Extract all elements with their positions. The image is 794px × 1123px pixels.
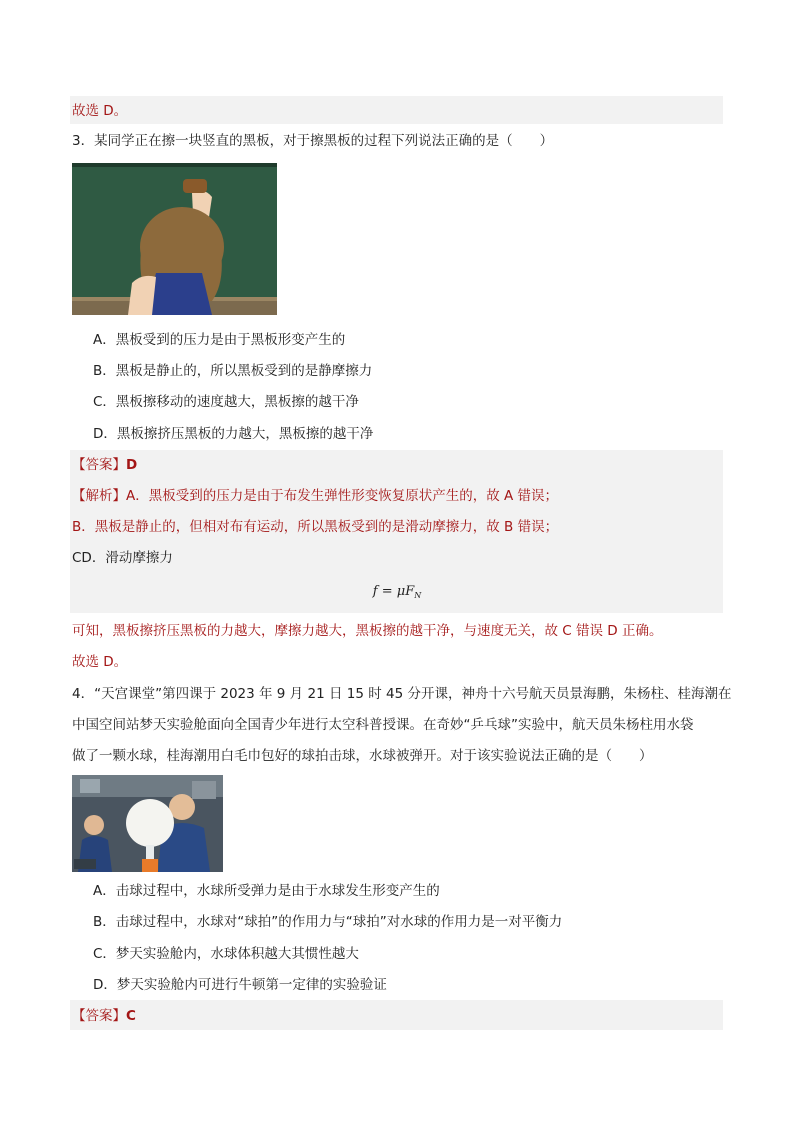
answer-value: D (126, 457, 138, 473)
q2-conclusion: 故选 D。 (72, 103, 128, 119)
q3-option-a: A．黑板受到的压力是由于黑板形变产生的 (93, 332, 346, 348)
analysis-a-text: A．黑板受到的压力是由于布发生弹性形变恢复原状产生的，故 A 错误； (126, 488, 559, 504)
q4-option-b: B．击球过程中，水球对“球拍”的作用力与“球拍”对水球的作用力是一对平衡力 (93, 914, 563, 930)
formula-sub: N (414, 591, 422, 600)
q4-option-a: A．击球过程中，水球所受弹力是由于水球发生形变产生的 (93, 883, 440, 899)
q4-stem-line-3: 做了一颗水球，桂海潮用白毛巾包好的球拍击球，水球被弹开。对于该实验说法正确的是（ ） (72, 748, 653, 764)
q3-answer (72, 455, 137, 475)
answer-block-q4 (70, 1000, 723, 1030)
formula-f: F (405, 584, 415, 599)
formula-lhs: f (372, 584, 378, 599)
q3-analysis-cd: CD．滑动摩擦力 (72, 550, 173, 566)
space-station-photo (72, 775, 223, 872)
q4-answer (72, 1006, 136, 1026)
q4-option-d: D．梦天实验舱内可进行牛顿第一定律的实验验证 (93, 977, 387, 993)
q3-analysis-end: 可知，黑板擦挤压黑板的力越大，摩擦力越大，黑板擦的越干净，与速度无关，故 C 错误 D 正确。 (72, 623, 663, 639)
friction-formula (0, 582, 794, 606)
formula-mu: μ (396, 584, 406, 599)
q3-analysis-b: B．黑板是静止的，但相对布有运动，所以黑板受到的是滑动摩擦力，故 B 错误； (72, 519, 559, 535)
q4-stem-line-2: 中国空间站梦天实验舱面向全国青少年进行太空科普授课。在奇妙“乒乓球”实验中，航天员朱杨柱用水袋 (72, 717, 694, 733)
answer-tag: 【答案】 (72, 457, 126, 473)
formula-eq: = (377, 584, 397, 599)
q3-stem: 3．某同学正在擦一块竖直的黑板，对于擦黑板的过程下列说法正确的是（ ） (72, 133, 554, 149)
blackboard-photo (72, 163, 277, 315)
q3-option-c: C．黑板擦移动的速度越大，黑板擦的越干净 (93, 394, 359, 410)
q3-option-b: B．黑板是静止的，所以黑板受到的是静摩擦力 (93, 363, 373, 379)
q4-stem-line-1: 4．“天宫课堂”第四课于 2023 年 9 月 21 日 15 时 45 分开课，神舟十六号航天员景海鹏，朱杨柱、桂海潮在 (72, 686, 732, 702)
q3-conclusion: 故选 D。 (72, 654, 128, 670)
answer-block-q2 (70, 96, 723, 124)
q3-analysis-a (72, 486, 558, 506)
analysis-tag: 【解析】 (72, 488, 126, 504)
q4-option-c: C．梦天实验舱内，水球体积越大其惯性越大 (93, 946, 359, 962)
q3-option-d: D．黑板擦挤压黑板的力越大，黑板擦的越干净 (93, 426, 374, 442)
answer-value: C (126, 1008, 136, 1024)
answer-tag: 【答案】 (72, 1008, 126, 1024)
